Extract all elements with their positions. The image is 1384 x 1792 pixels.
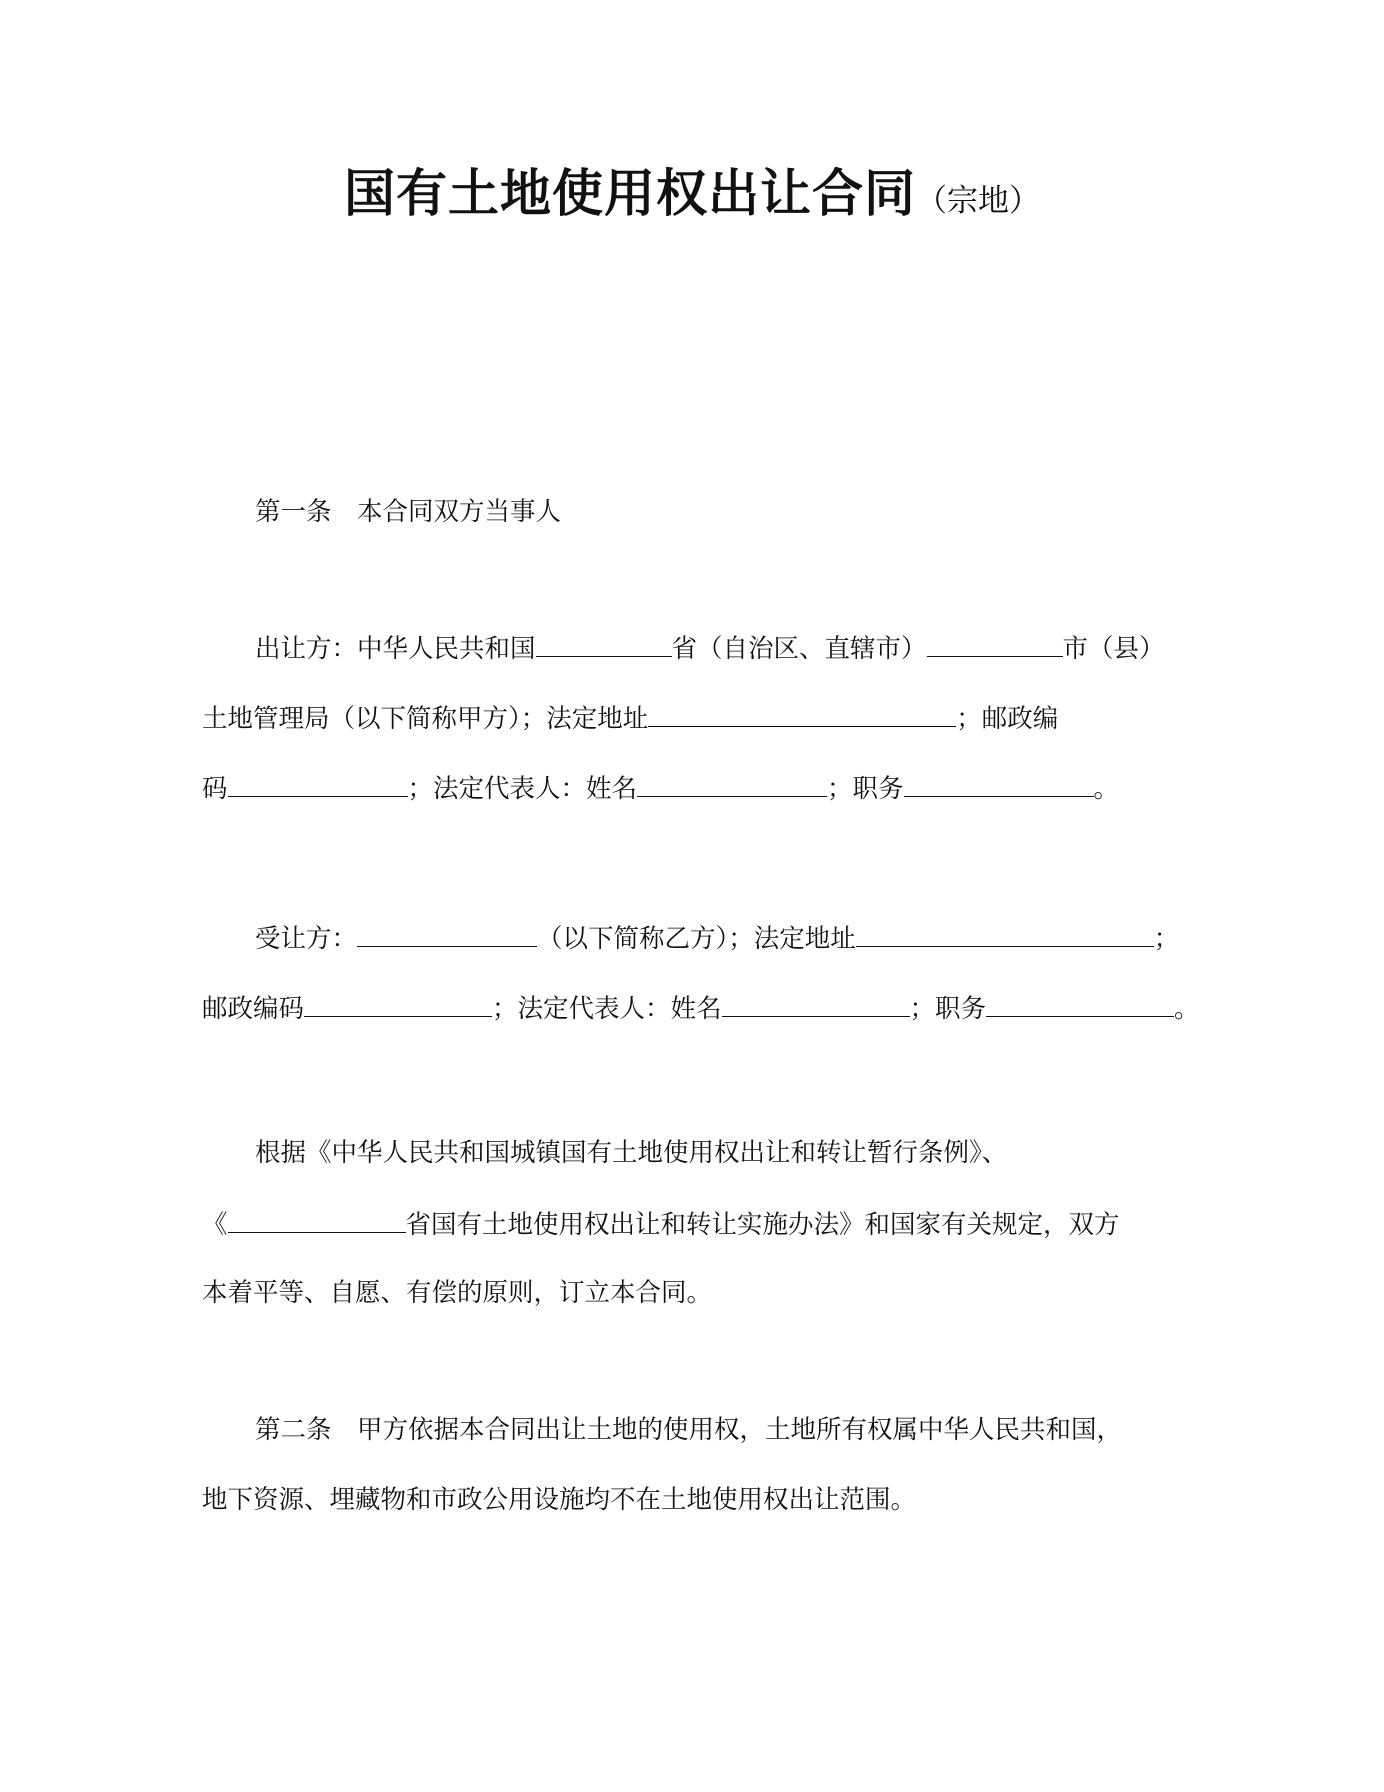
text-segment: ；职务 — [909, 994, 987, 1024]
transferor-line-1 — [255, 627, 1165, 667]
blank-transferee-position[interactable] — [986, 987, 1174, 1017]
text-segment: 。 — [1174, 994, 1200, 1024]
title-suffix: （宗地） — [916, 183, 1040, 219]
text-segment: 土地管理局（以下简称甲方）；法定地址 — [202, 704, 649, 734]
text-segment: ；邮政编 — [956, 704, 1059, 734]
transferee-line-1 — [255, 917, 1179, 957]
text-segment: 市（县） — [1062, 634, 1165, 664]
basis-line-1: 根据《中华人民共和国城镇国有土地使用权出让和转让暂行条例》、 — [255, 1138, 1008, 1168]
text-segment: 省国有土地使用权出让和转让实施办法》和国家有关规定，双方 — [405, 1210, 1120, 1240]
text-segment: ；法定代表人：姓名 — [407, 774, 638, 804]
document-title — [0, 162, 1384, 239]
basis-line-3: 本着平等、自愿、有偿的原则，订立本合同。 — [202, 1278, 713, 1308]
blank-transferee-name[interactable] — [357, 917, 537, 947]
transferor-line-2 — [202, 697, 1058, 737]
blank-legal-address[interactable] — [648, 697, 956, 727]
text-segment: 邮政编码 — [202, 994, 305, 1024]
text-segment: ；法定代表人：姓名 — [492, 994, 722, 1024]
text-segment: 。 — [1093, 774, 1120, 804]
blank-province[interactable] — [536, 627, 672, 657]
blank-postal-code[interactable] — [228, 767, 408, 797]
blank-city[interactable] — [927, 627, 1063, 657]
article2-line-2: 地下资源、埋藏物和市政公用设施均不在土地使用权出让范围。 — [202, 1485, 917, 1515]
title-main: 国有土地使用权出让合同 — [343, 165, 916, 224]
blank-position[interactable] — [904, 767, 1094, 797]
transferor-line-3 — [202, 767, 1119, 807]
text-segment: 受让方： — [255, 924, 358, 954]
blank-representative-name[interactable] — [637, 767, 827, 797]
text-segment: （以下简称乙方）；法定地址 — [537, 924, 856, 954]
text-segment: ；职务 — [827, 774, 904, 804]
text-segment: 《 — [202, 1210, 228, 1240]
article1-heading: 第一条 本合同双方当事人 — [255, 497, 562, 527]
text-segment: 出让方：中华人民共和国 — [255, 634, 536, 664]
blank-transferee-address[interactable] — [856, 917, 1154, 947]
blank-transferee-representative[interactable] — [722, 987, 910, 1017]
article2-line-1: 第二条 甲方依据本合同出让土地的使用权，土地所有权属中华人民共和国， — [255, 1415, 1123, 1445]
basis-line-2 — [202, 1203, 1120, 1243]
text-segment: 码 — [202, 774, 228, 804]
blank-province-regulation[interactable] — [228, 1203, 406, 1233]
blank-transferee-postal-code[interactable] — [304, 987, 492, 1017]
text-segment: 省（自治区、直辖市） — [671, 634, 927, 664]
text-segment: ； — [1153, 924, 1180, 954]
transferee-line-2 — [202, 987, 1200, 1027]
